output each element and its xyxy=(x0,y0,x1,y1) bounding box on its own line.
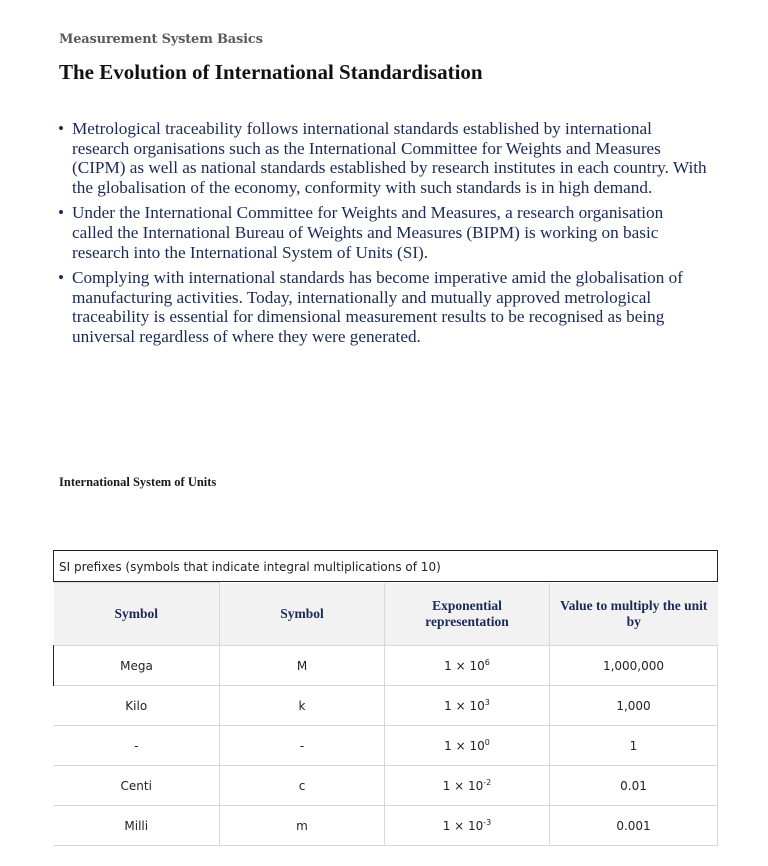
bullet-item xyxy=(58,268,708,346)
table-row xyxy=(54,806,718,846)
table-row xyxy=(54,686,718,726)
exponential-cell xyxy=(385,766,550,806)
multiplier-value-cell: 0.001 xyxy=(550,806,718,846)
prefix-symbol-cell: c xyxy=(220,766,385,806)
column-header: Symbol xyxy=(54,583,220,646)
multiplier-value-cell: 0.01 xyxy=(550,766,718,806)
exp-power: -3 xyxy=(483,817,492,827)
bullet-list xyxy=(58,119,708,353)
exponential-cell xyxy=(385,646,550,686)
exp-base: 1 × 10 xyxy=(444,738,485,753)
bullet-text: Under the International Committee for Weights and Measures, a research organisation called the International Bureau of Weights and Measures (BIPM) is working on basic research into the International System of Units (SI). xyxy=(72,203,664,262)
bullet-dot-icon: • xyxy=(58,203,65,223)
table-row xyxy=(54,646,718,686)
table-row xyxy=(54,766,718,806)
exp-power: 0 xyxy=(484,737,490,747)
exp-base: 1 × 10 xyxy=(444,658,485,673)
exp-power: -2 xyxy=(483,777,492,787)
table-header-row xyxy=(54,583,718,646)
breadcrumb: Measurement System Basics xyxy=(59,32,263,47)
exp-power: 3 xyxy=(484,697,490,707)
bullet-text: Metrological traceability follows international standards established by international research organisations such as the International Committee for Weights and Measures (CIPM) as well as national standards established by research institutes in each country. With the globalisation of the economy, conformity with such standards is in high demand. xyxy=(72,119,707,197)
prefix-name-cell: - xyxy=(54,726,220,766)
prefix-symbol-cell: M xyxy=(220,646,385,686)
prefix-symbol-cell: m xyxy=(220,806,385,846)
bullet-dot-icon: • xyxy=(58,268,65,288)
prefix-name-cell: Centi xyxy=(54,766,220,806)
exponential-cell xyxy=(385,726,550,766)
si-prefix-table xyxy=(53,550,718,846)
prefix-symbol-cell: - xyxy=(220,726,385,766)
bullet-text: Complying with international standards has become imperative amid the globalisation of manufacturing activities. Today, internationally and mutually approved metrological traceability is essential for dimensional measurement results to be recognised as being universal regardless of where they were generated. xyxy=(72,268,683,346)
column-header: Symbol xyxy=(220,583,385,646)
multiplier-value-cell: 1,000 xyxy=(550,686,718,726)
exponential-cell xyxy=(385,686,550,726)
column-header: Value to multiply the unit by xyxy=(550,583,718,646)
page-title: The Evolution of International Standardisation xyxy=(59,60,483,84)
prefix-name-cell: Milli xyxy=(54,806,220,846)
exponential-cell xyxy=(385,806,550,846)
exp-base: 1 × 10 xyxy=(442,778,484,793)
multiplier-value-cell: 1 xyxy=(550,726,718,766)
table-row xyxy=(54,726,718,766)
prefix-name-cell: Mega xyxy=(54,646,220,686)
exp-base: 1 × 10 xyxy=(444,698,485,713)
bullet-item xyxy=(58,119,708,197)
column-header: Exponential representation xyxy=(385,583,550,646)
bullet-dot-icon: • xyxy=(58,119,65,138)
multiplier-value-cell: 1,000,000 xyxy=(550,646,718,686)
section-heading: International System of Units xyxy=(59,475,217,489)
prefix-name-cell: Kilo xyxy=(54,686,220,726)
exp-base: 1 × 10 xyxy=(442,818,484,833)
table-caption: SI prefixes (symbols that indicate integral multiplications of 10) xyxy=(53,550,718,582)
prefix-symbol-cell: k xyxy=(220,686,385,726)
bullet-item xyxy=(58,203,708,262)
exp-power: 6 xyxy=(484,657,490,667)
